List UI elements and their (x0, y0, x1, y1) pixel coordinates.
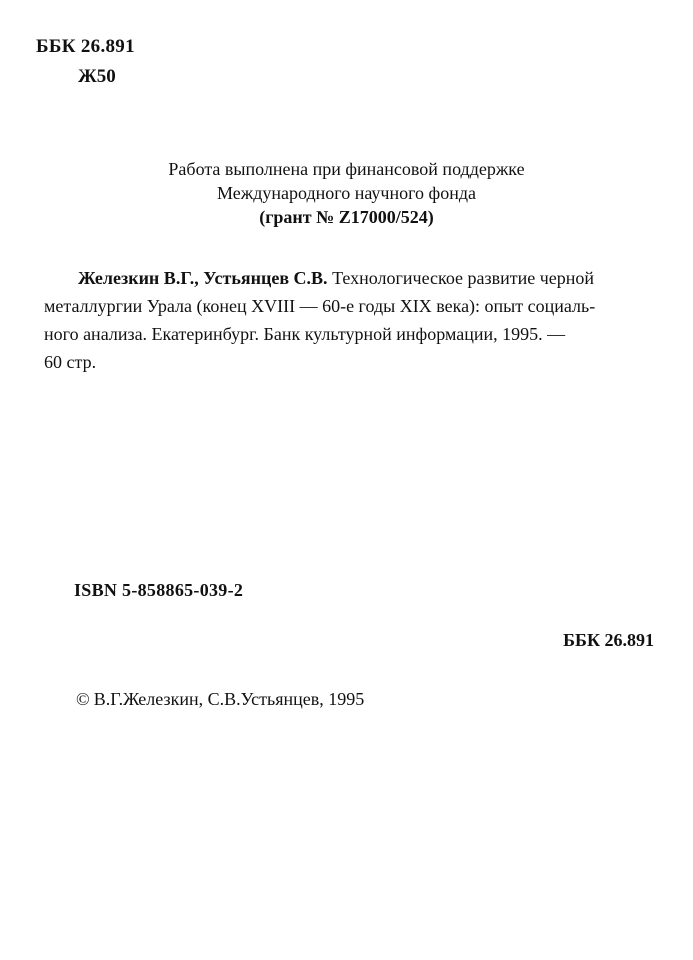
description-line: 60 стр. (44, 352, 97, 372)
author-mark: Ж50 (78, 66, 116, 87)
isbn: ISBN 5-858865-039-2 (74, 580, 244, 600)
description-line (44, 264, 654, 292)
title-start: Технологическое развитие черной (327, 268, 595, 288)
grant-number: (грант № Z17000/524) (259, 207, 434, 227)
description-line: металлургии Урала (конец XVIII — 60-е годы XIX века): опыт социаль- (44, 296, 596, 316)
bbk-code: ББК 26.891 (36, 36, 135, 57)
copyright (76, 689, 364, 710)
funding-statement (40, 157, 653, 229)
authors: Железкин В.Г., Устьянцев С.В. (78, 268, 328, 288)
funding-line: Работа выполнена при финансовой поддержке (168, 159, 525, 179)
bbk-bottom: ББК 26.891 (563, 630, 654, 650)
copyright-holders: В.Г.Железкин, С.В.Устьянцев, 1995 (93, 689, 365, 709)
funding-line: Международного научного фонда (217, 183, 476, 203)
description-line: ного анализа. Екатеринбург. Банк культурной информации, 1995. — (44, 324, 566, 344)
bibliographic-description (44, 264, 654, 376)
copyright-icon: © (76, 689, 90, 709)
